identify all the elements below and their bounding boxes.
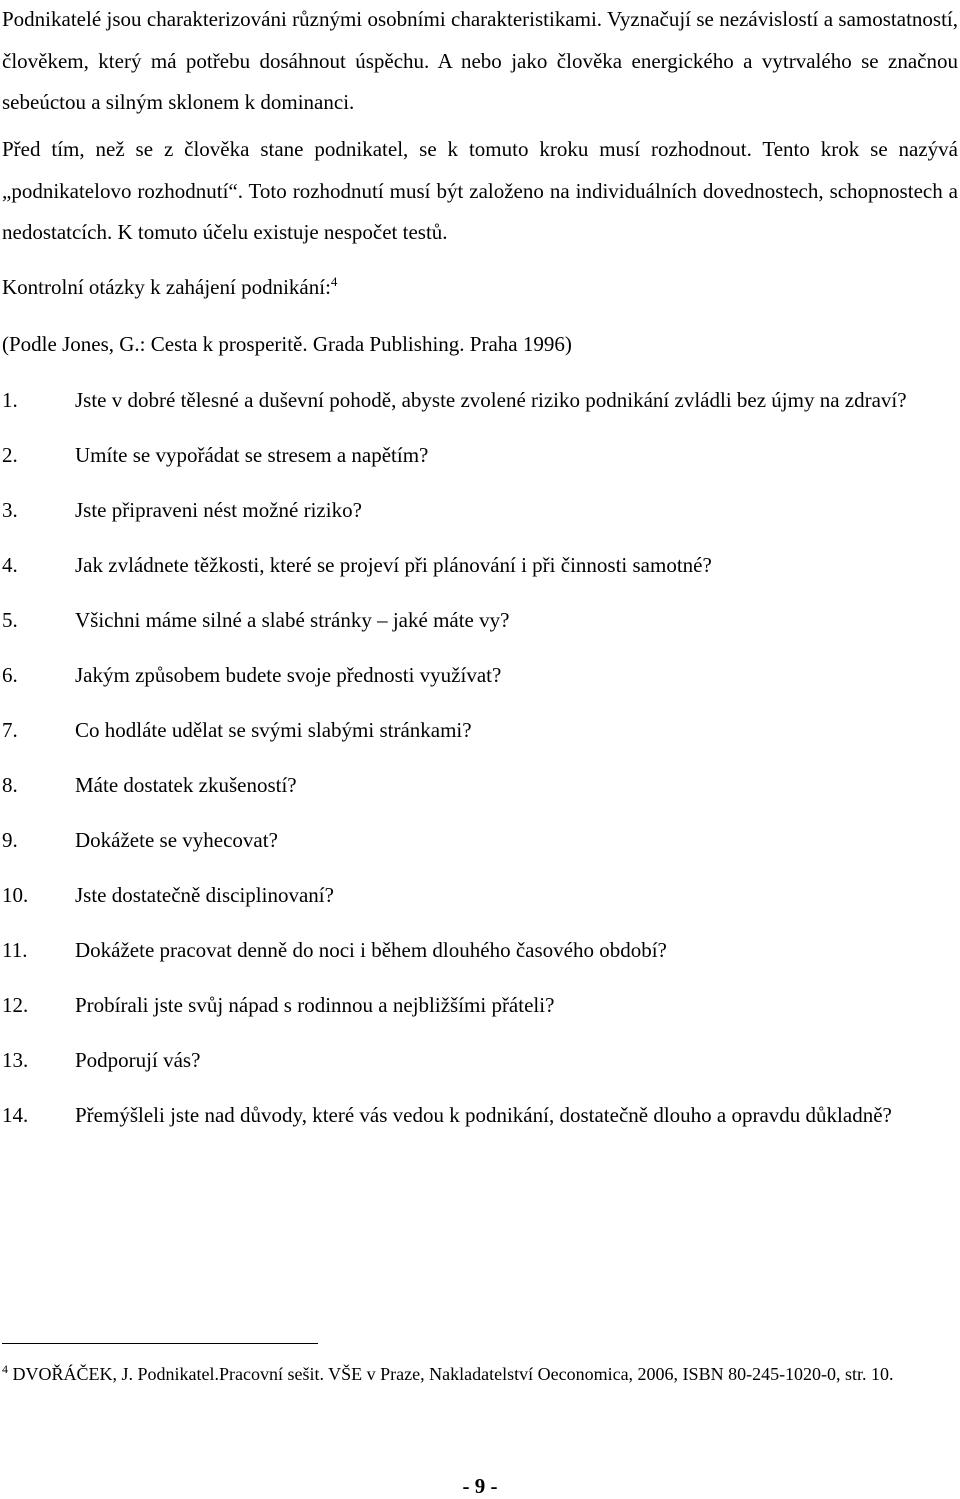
question-text: Jste dostatečně disciplinovaní? [75, 883, 334, 907]
question-number: 7. [2, 718, 18, 742]
question-number: 4. [2, 553, 18, 577]
question-text: Umíte se vypořádat se stresem a napětím? [75, 443, 429, 467]
list-item [2, 710, 958, 752]
question-text: Dokážete se vyhecovat? [75, 828, 278, 852]
question-number: 8. [2, 773, 18, 797]
question-text: Jakým způsobem budete svoje přednosti využívat? [75, 663, 502, 687]
question-number: 6. [2, 663, 18, 687]
question-number: 12. [2, 993, 29, 1017]
question-text: Jak zvládnete těžkosti, které se projeví při plánování i při činnosti samotné? [75, 553, 712, 577]
source-line: (Podle Jones, G.: Cesta k prosperitě. Grada Publishing. Praha 1996) [2, 332, 572, 356]
paragraph-decision: Před tím, než se z člověka stane podnikatel, se k tomuto kroku musí rozhodnout. Tento krok se nazývá „podnikatelovo rozhodnutí“. Toto rozhodnutí musí být založeno na individuálních dovednostech, schopnostech a nedostatcích. K tomuto účelu existuje nespočet testů. [2, 137, 958, 244]
question-text: Máte dostatek zkušeností? [75, 773, 297, 797]
question-number: 3. [2, 498, 18, 522]
question-number: 13. [2, 1048, 29, 1072]
footnote-mark: 4 [2, 1362, 8, 1376]
question-text: Podporují vás? [75, 1048, 201, 1072]
list-item [2, 1040, 958, 1082]
paragraph-intro: Podnikatelé jsou charakterizováni různými osobními charakteristikami. Vyznačují se nezávislostí a samostatností, člověkem, který má potřebu dosáhnout úspěchu. A nebo jako člověka energického a vytrvalého se značnou sebeúctou a silným sklonem k dominanci. [2, 7, 958, 114]
list-item [2, 435, 958, 477]
question-number: 1. [2, 388, 18, 412]
list-item [2, 545, 958, 587]
footnote-reference: 4 [330, 274, 338, 289]
questions-list [2, 380, 958, 1150]
footnote-text: DVOŘÁČEK, J. Podnikatel.Pracovní sešit. VŠE v Praze, Nakladatelství Oeconomica, 2006, ISBN 80-245-1020-0, str. 10. [12, 1364, 894, 1384]
list-item [2, 985, 958, 1027]
list-item [2, 820, 958, 862]
list-item [2, 600, 958, 642]
question-number: 11. [2, 938, 28, 962]
question-text: Co hodláte udělat se svými slabými stránkami? [75, 718, 472, 742]
questions-heading [2, 275, 337, 300]
list-item [2, 930, 958, 972]
question-number: 10. [2, 883, 29, 907]
question-text: Všichni máme silné a slabé stránky – jaké máte vy? [75, 608, 510, 632]
list-item [2, 490, 958, 532]
list-item [2, 655, 958, 697]
list-item [2, 875, 958, 917]
question-number: 9. [2, 828, 18, 852]
questions-heading-text: Kontrolní otázky k zahájení podnikání: [2, 275, 331, 299]
list-item [2, 1095, 958, 1137]
page-number: - 9 - [462, 1474, 498, 1498]
footnote-divider [2, 1343, 318, 1344]
question-number: 5. [2, 608, 18, 632]
question-text: Jste připraveni nést možné riziko? [75, 498, 362, 522]
footnote [2, 1355, 958, 1393]
question-number: 2. [2, 443, 18, 467]
question-text: Probírali jste svůj nápad s rodinnou a nejbližšími přáteli? [75, 993, 555, 1017]
question-text: Dokážete pracovat denně do noci i během dlouhého časového období? [75, 938, 667, 962]
list-item [2, 765, 958, 807]
question-text: Jste v dobré tělesné a duševní pohodě, abyste zvolené riziko podnikání zvládli bez újmy na zdraví? [75, 388, 907, 412]
question-number: 14. [2, 1103, 29, 1127]
list-item [2, 380, 958, 422]
question-text: Přemýšleli jste nad důvody, které vás vedou k podnikání, dostatečně dlouho a opravdu důkladně? [75, 1103, 892, 1127]
